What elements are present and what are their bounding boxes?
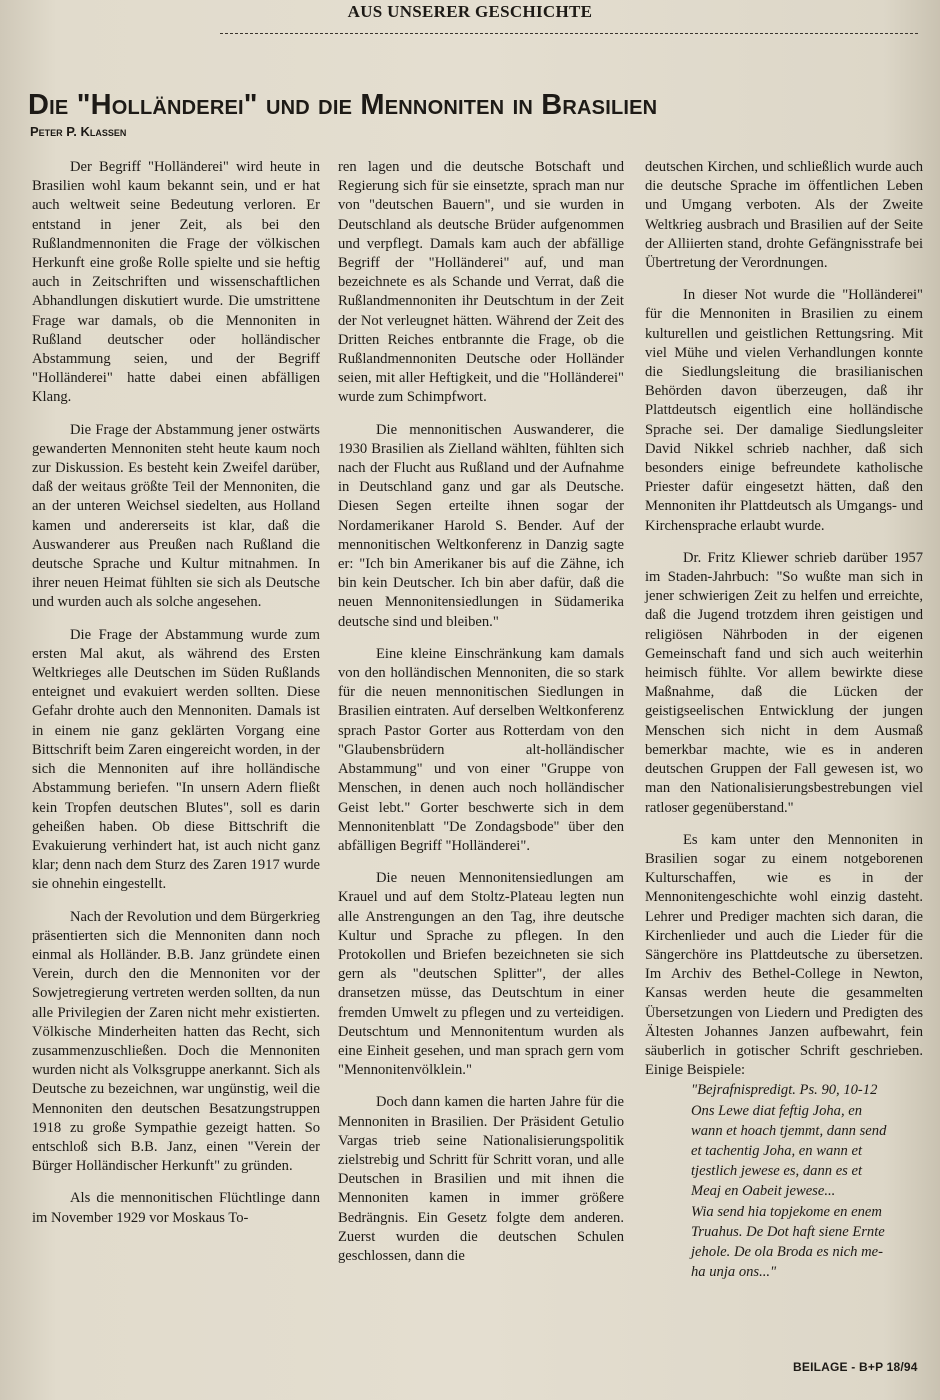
text-column-1 [32, 158, 320, 1228]
text-column-2 [338, 158, 624, 1266]
paragraph: Die mennonitischen Auswanderer, die 1930 Brasilien als Zielland wählten, fühlten sich nach der Flucht aus Rußland und der Aufnahme in Deutschland ganz und gar als Deutsche. Diesen Segen erteilte ihnen sogar der Nordamerikaner Harold S. Bender. Auf der mennonitischen Weltkonferenz in Danzig sagte er: "Ich bin Amerikaner bis auf die Zähne, ich bin kein Deutscher. Ich bin aber dafür, daß die neuen Mennonitensiedlungen in Südamerika deutsche sind und bleiben." [338, 421, 624, 630]
section-header: AUS UNSERER GESCHICHTE [347, 2, 593, 21]
poem-line: ha unja ons..." [691, 1264, 777, 1281]
paragraph: ren lagen und die deutsche Botschaft und Regierung sich für sie einsetzte, sprach man nur von "deutschen Bauern", und sie wurden in Deutschland als deutsche Brüder aufgenommen und verpflegt. Damals kam auch der abfällige Begriff der "Holländerei" auf, und man bezeichnete es als Schande und Verrat, daß die Rußlandmennoniten ihr Deutschtum in der Zeit der Not verleugnet hätten. Während der Zeit des Dritten Reiches entbrannte die Frage, ob die Rußlandmennoniten Deutsche oder Holländer seien, mit aller Heftigkeit, und die "Holländerei" wurde zum Schimpfwort. [338, 159, 624, 406]
text-column-3 [645, 158, 923, 1282]
poem-line: tjestlich jewese es, dann es et [691, 1163, 863, 1180]
header-rule [220, 33, 918, 34]
paragraph: Als die mennonitischen Flüchtlinge dann im November 1929 vor Moskaus To- [32, 1190, 320, 1226]
paragraph: Dr. Fritz Kliewer schrieb darüber 1957 im Staden-Jahrbuch: "So wußte man sich in jener schwierigen Zeit zu helfen und erreichte, daß die Jugend trotzdem ihren geistigen und religiösen Nährboden in der eigenen Gemeinschaft fand und sich auch weiterhin heimisch fühlte. Vor allem bewirkte diese Maßnahme, daß die Lücken der geistigseelischen Entwicklung der jungen Menschen sich nicht in dem Ausmaß bemerkbar machte, wie es in anderen deutschen Gruppen der Fall gewesen ist, wo man den Nationalisierungsbestrebungen viel ratloser gegenüberstand." [645, 549, 923, 816]
article-title: Die "Holländerei" und die Mennoniten in Brasilien [28, 89, 658, 121]
poem-line: wann et hoach tjemmt, dann send [691, 1122, 887, 1139]
paragraph: Die neuen Mennonitensiedlungen am Krauel und auf dem Stoltz-Plateau legten nun alle Anstrengungen an den Tag, ihre deutsche Kultur und Sprache zu pflegen. In den Protokollen und Briefen bezeichneten sie sich gern als "deutschen Splitter", der alles dransetzen müsse, das Deutschtum in einer fremden Umwelt zu pflegen und zu verteidigen. Deutschtum und Mennonitentum wurden als eine Einheit gesehen, und man sprach gern vom "Mennonitenvölklein." [338, 870, 624, 1079]
poem-line: jehole. De ola Broda es nich me- [691, 1243, 883, 1260]
paragraph: Die Frage der Abstammung wurde zum ersten Mal akut, als während des Ersten Weltkrieges alle Deutschen im Süden Rußlands enteignet und evakuiert werden sollten. Diese Gefahr drohte auch den Mennoniten. Damals ist in einem nie ganz geklärten Vorgang eine Bittschrift beim Zaren eingereicht worden, in der sich die Mennoniten auf ihre holländische Abstammung beriefen. "In unsern Adern fließt kein Tropfen deutschen Blutes", soll es darin geheißen haben. Ob diese Bittschrift die Evakuierung verhindert hat, ist auch nicht ganz klar; denn nach dem Sturz des Zaren 1917 wurde sie ohnehin eingestellt. [32, 626, 320, 893]
poem-line: Meaj en Oabeit jewese... [691, 1183, 836, 1200]
paragraph: Es kam unter den Mennoniten in Brasilien sogar zu einem notgeborenen Kulturschaffen, wie es in der Mennonitengeschichte wohl einzig dasteht. Lehrer und Prediger machten sich daran, die Kirchenlieder und auch die Lieder für die Sängerchöre ins Plattdeutsche zu übersetzen. Im Archiv des Bethel-College in Newton, Kansas werden heute die gesammelten Übersetzungen von Liedern und Predigten des Ältesten Johannes Janzen aufbewahrt, fein säuberlich in gotischer Schrift geschrieben. Einige Beispiele: [645, 831, 923, 1079]
article-author: Peter P. Klassen [30, 124, 127, 139]
page-footer: BEILAGE - B+P 18/94 [793, 1360, 918, 1374]
paragraph: Nach der Revolution und dem Bürgerkrieg präsentierten sich die Mennoniten dann noch einmal als Holländer. B.B. Janz gründete einen Verein, durch den die Mennoniten vor der Sowjetregierung vertreten werden sollten, da nun alle Privilegien der Zaren nicht mehr existierten. Völkische Minderheiten hatten das Recht, sich zusammenzuschließen. Doch die Mennoniten wurden nicht als Volksgruppe anerkannt. Sich als Deutsche zu bezeichnen, war ungünstig, weil die Mennoniten den deutschen Besatzungstruppen 1918 zu große Sympathie gezeigt hatten. So entschloß sich B.B. Janz, einen "Verein der Bürger Holländischer Herkunft" zu gründen. [32, 908, 320, 1175]
poem-line: et tachentig Joha, en wann et [691, 1142, 863, 1159]
poem-line: Truahus. De Dot haft siene Ernte [691, 1223, 885, 1240]
poem-line: Wia send hia topjekome en enem [691, 1203, 882, 1220]
paragraph: Eine kleine Einschränkung kam damals von den holländischen Mennoniten, die so stark für die neuen mennonitischen Siedlungen in Brasilien eintraten. Auf derselben Weltkonferenz sprach Pastor Gorter aus Rotterdam von den "Glaubensbrüdern alt-holländischer Abstammung" und von einer "Gruppe von Menschen, in denen auch noch holländischer Geist lebt." Gorter beschwerte sich in dem Mennonitenblatt "De Zondagsbode" über den abfälligen Begriff "Holländerei". [338, 645, 624, 854]
paragraph: Der Begriff "Holländerei" wird heute in Brasilien wohl kaum bekannt sein, und er hat auch weltweit seine Bedeutung verloren. Er entstand in jener Zeit, als bei den Rußlandmennoniten die Frage der völkischen Herkunft eine große Rolle spielte und sie heftig auch in Zeitschriften und wissenschaftlichen Abhandlungen diskutiert wurde. Die umstrittene Frage war damals, ob die Mennoniten in Rußland deutscher oder holländischer Abstammung seien, und der Begriff "Holländerei" hatte dabei einen abfälligen Klang. [32, 159, 320, 406]
poem-line: "Bejrafnispredigt. Ps. 90, 10-12 [691, 1082, 878, 1099]
poem-quote [691, 1080, 923, 1282]
paragraph: In dieser Not wurde die "Holländerei" für die Mennoniten in Brasilien zu einem kulturellen und geistlichen Rettungsring. Mit viel Mühe und vielen Verhandlungen konnte die Siedlungsleitung die brasilianischen Behörden davon überzeugen, daß ihr Plattdeutsch eigentlich eine holländische Sprache sei. Der damalige Siedlungsleiter David Nikkel schrieb nachher, daß sich besonders einige befreundete katholische Priester dafür eingesetzt hätten, daß den Mennoniten ihr Plattdeutsch als Umgangs- und Kirchensprache erlaubt wurde. [645, 287, 923, 534]
poem-line: Ons Lewe diat feftig Joha, en [691, 1102, 863, 1119]
paragraph: Doch dann kamen die harten Jahre für die Mennoniten in Brasilien. Der Präsident Getulio Vargas trieb seine Nationalisierungspolitik zielstrebig und Schritt für Schritt voran, und alle Deutschen in Brasilien und mit ihnen die Mennoniten kamen in immer größere Bedrängnis. Ein Gesetz folgte dem anderen. Zuerst wurden die deutschen Schulen geschlossen, dann die [338, 1094, 624, 1264]
paragraph: deutschen Kirchen, und schließlich wurde auch die deutsche Sprache im öffentlichen Leben und Umgang verboten. Als der Zweite Weltkrieg ausbrach und Brasilien auf der Seite der Alliierten stand, drohte Gefängnisstrafe bei Übertretung der Verordnungen. [645, 159, 923, 272]
paragraph: Die Frage der Abstammung jener ostwärts gewanderten Mennoniten steht heute kaum noch zur Diskussion. Es besteht kein Zweifel darüber, daß der weitaus größte Teil der Mennoniten, die an der unteren Weichsel siedelten, aus Holland kamen und andererseits ist klar, daß die Auswanderer aus Preußen nach Rußland die deutsche Sprache und Kultur mitnahmen. In ihrer neuen Heimat fühlten sie sich als Deutsche und wurden auch als solche angesehen. [32, 421, 320, 611]
